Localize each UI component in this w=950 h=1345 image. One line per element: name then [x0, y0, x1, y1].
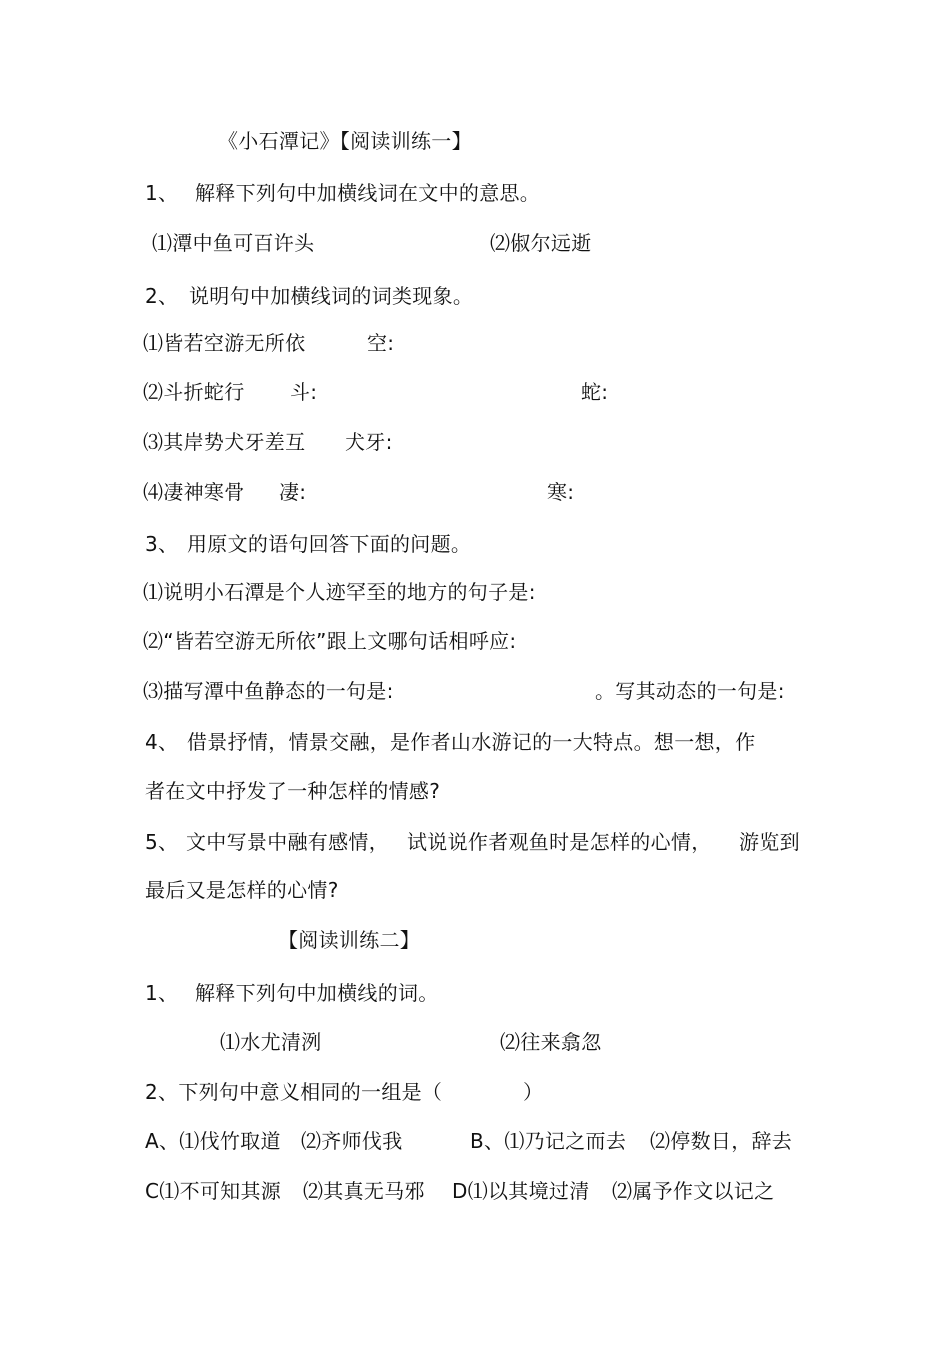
document-title: 《小石潭记》【阅读训练一】 — [218, 129, 472, 153]
option-b-2: ⑵停数日，辞去 — [650, 1129, 793, 1153]
sentence: ⑶其岸势犬牙差互 — [143, 430, 306, 454]
item-1: ⑴水尤清洌 — [220, 1030, 322, 1054]
q3-item-1: ⑴说明小石潭是个人迹罕至的地方的句子是: — [143, 580, 536, 604]
item-2: ⑵往来翕忽 — [500, 1030, 602, 1054]
option-c: C⑴不可知其源 — [145, 1179, 282, 1203]
option-b: B、⑴乃记之而去 — [470, 1129, 627, 1153]
q3-item-2: ⑵“皆若空游无所依”跟上文哪句话相呼应: — [143, 629, 517, 653]
question-text: 借景抒情，情景交融，是作者山水游记的一大特点。想一想，作 — [187, 730, 756, 754]
option-c-2: ⑵其真无马邪 — [303, 1179, 425, 1203]
question-number: 2、 — [145, 284, 179, 308]
question-number: 5、 — [145, 830, 179, 854]
question-text-1: 文中写景中融有感情， — [186, 830, 389, 854]
q3-item-3-b: 。写其动态的一句是: — [595, 679, 785, 703]
label-a: 空: — [367, 331, 395, 355]
question-5-continued: 最后又是怎样的心情? — [145, 878, 339, 902]
option-d: D⑴以其境过清 — [452, 1179, 590, 1203]
option-a: A、⑴伐竹取道 — [145, 1129, 281, 1153]
q3-item-3-a: ⑶描写潭中鱼静态的一句是: — [143, 679, 394, 703]
question-number: 1、 — [145, 181, 179, 205]
label-a: 凄: — [279, 480, 307, 504]
label-a: 斗: — [290, 380, 318, 404]
question-text: 解释下列句中加横线词在文中的意思。 — [195, 181, 541, 205]
option-d-2: ⑵属予作文以记之 — [612, 1179, 775, 1203]
sentence: ⑷凄神寒骨 — [143, 480, 245, 504]
question-4-continued: 者在文中抒发了一种怎样的情感? — [145, 779, 441, 803]
sentence: ⑵斗折蛇行 — [143, 380, 245, 404]
label-b: 寒: — [547, 480, 575, 504]
question-text: 解释下列句中加横线的词。 — [195, 981, 439, 1005]
item-2: ⑵俶尔远逝 — [490, 231, 592, 255]
option-a-2: ⑵齐师伐我 — [301, 1129, 403, 1153]
question-text: 说明句中加横线词的词类现象。 — [189, 284, 474, 308]
question-text-2: 试说说作者观鱼时是怎样的心情， — [407, 830, 712, 854]
question-number: 1、 — [145, 981, 179, 1005]
question-number: 4、 — [145, 730, 179, 754]
question-text: 用原文的语句回答下面的问题。 — [187, 532, 472, 556]
section-2-heading: 【阅读训练二】 — [278, 928, 421, 952]
question-text-3: 游览到 — [739, 830, 800, 854]
answer-paren-close: ） — [523, 1080, 544, 1104]
label-a: 犬牙: — [345, 430, 393, 454]
sentence: ⑴皆若空游无所依 — [143, 331, 306, 355]
question-text: 2、下列句中意义相同的一组是（ — [145, 1080, 443, 1104]
question-number: 3、 — [145, 532, 179, 556]
label-b: 蛇: — [581, 380, 609, 404]
item-1: ⑴潭中鱼可百许头 — [152, 231, 315, 255]
